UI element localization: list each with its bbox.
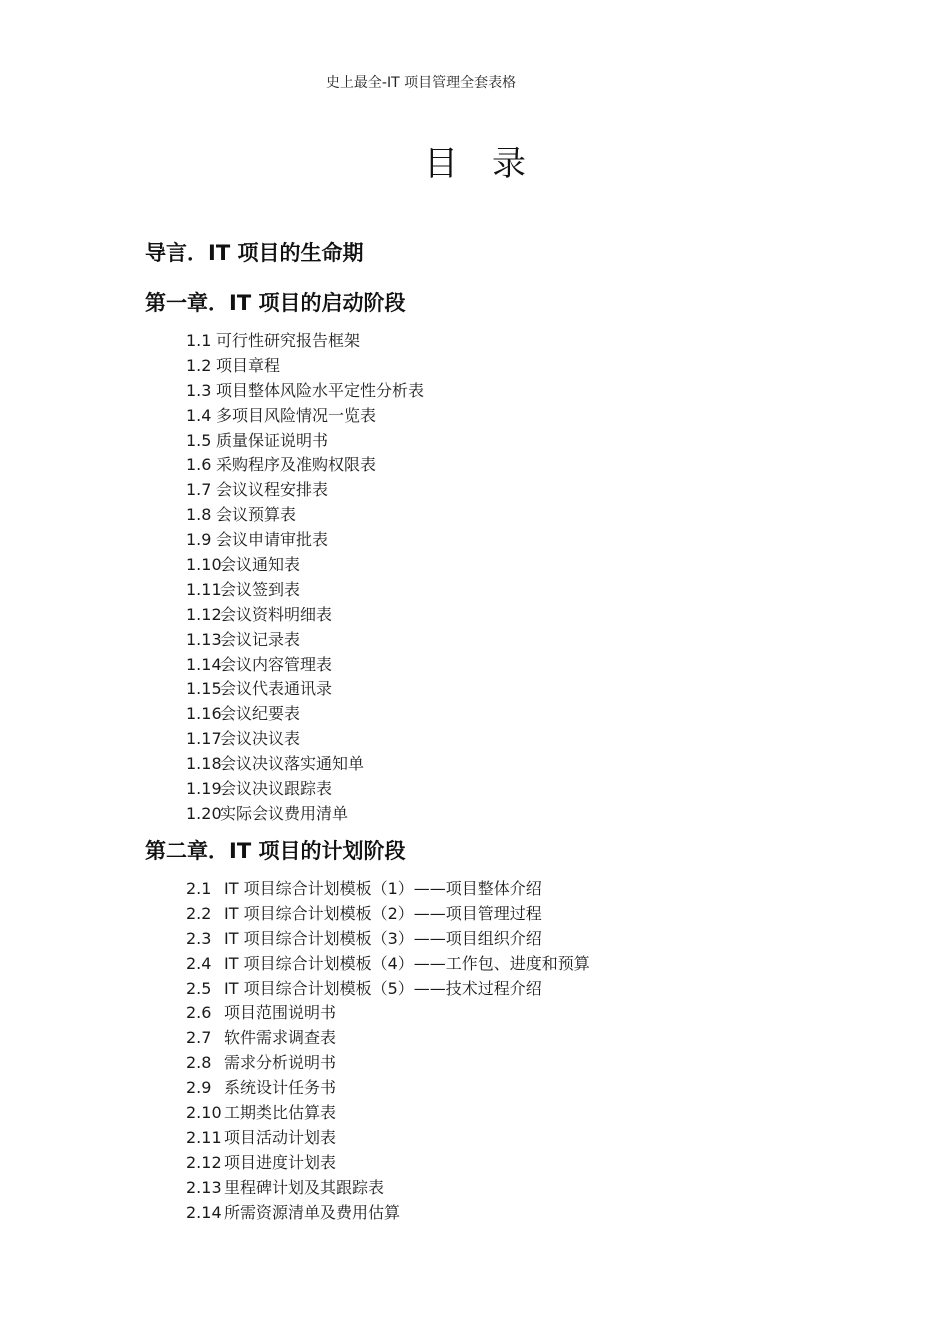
chapter2-heading: 第二章．IT 项目的计划阶段 xyxy=(145,839,406,863)
entry-title: 项目范围说明书 xyxy=(224,1003,337,1023)
toc-entry[interactable] xyxy=(186,677,424,702)
entry-number: 1.7 xyxy=(186,480,212,500)
toc-entry[interactable] xyxy=(186,1201,590,1226)
entry-number: 2.10 xyxy=(186,1103,222,1123)
entry-title: IT 项目综合计划模板（2）——项目管理过程 xyxy=(224,903,542,923)
entry-number: 1.9 xyxy=(186,530,212,550)
entry-number: 1.4 xyxy=(186,405,212,425)
entry-number: 1.10 xyxy=(186,555,222,575)
entry-number: 1.16 xyxy=(186,704,222,724)
entry-title: 会议决议表 xyxy=(220,729,301,749)
toc-entry[interactable] xyxy=(186,603,424,628)
chapter1-item-list xyxy=(186,329,424,827)
entry-number: 1.17 xyxy=(186,729,222,749)
entry-title: 工期类比估算表 xyxy=(224,1103,337,1123)
entry-title: 系统设计任务书 xyxy=(224,1078,337,1098)
entry-title: IT 项目综合计划模板（1）——项目整体介绍 xyxy=(224,879,542,898)
toc-entry[interactable] xyxy=(186,777,424,802)
toc-entry[interactable] xyxy=(186,977,590,1002)
toc-entry[interactable] xyxy=(186,503,424,528)
toc-entry[interactable] xyxy=(186,752,424,777)
toc-entry[interactable] xyxy=(186,702,424,727)
toc-entry[interactable] xyxy=(186,1026,590,1051)
toc-entry[interactable] xyxy=(186,429,424,454)
entry-title: 可行性研究报告框架 xyxy=(216,331,361,350)
entry-number: 2.6 xyxy=(186,1003,212,1023)
toc-entry[interactable] xyxy=(186,379,424,404)
entry-title: 会议代表通讯录 xyxy=(220,679,333,699)
entry-title: 会议资料明细表 xyxy=(220,604,333,624)
entry-title: 会议申请审批表 xyxy=(216,530,329,550)
toc-entry[interactable] xyxy=(186,952,590,977)
toc-entry[interactable] xyxy=(186,902,590,927)
toc-entry[interactable] xyxy=(186,1126,590,1151)
entry-number: 1.13 xyxy=(186,629,222,649)
entry-title: 会议决议落实通知单 xyxy=(220,754,365,774)
entry-title: 会议通知表 xyxy=(220,555,301,575)
toc-entry[interactable] xyxy=(186,802,424,827)
entry-title: 项目活动计划表 xyxy=(224,1127,337,1147)
entry-number: 2.9 xyxy=(186,1078,212,1098)
entry-title: 会议内容管理表 xyxy=(220,654,333,674)
entry-title: 采购程序及准购权限表 xyxy=(216,455,377,475)
entry-number: 2.7 xyxy=(186,1028,212,1048)
entry-title: 里程碑计划及其跟踪表 xyxy=(224,1177,385,1197)
toc-entry[interactable] xyxy=(186,1176,590,1201)
entry-number: 1.2 xyxy=(186,355,212,375)
entry-number: 2.4 xyxy=(186,953,212,973)
toc-entry[interactable] xyxy=(186,329,424,354)
entry-title: IT 项目综合计划模板（5）——技术过程介绍 xyxy=(224,978,542,998)
entry-number: 1.6 xyxy=(186,455,212,475)
entry-title: 质量保证说明书 xyxy=(216,430,329,450)
entry-title: 项目整体风险水平定性分析表 xyxy=(216,380,425,400)
toc-entry[interactable] xyxy=(186,727,424,752)
entry-number: 1.20 xyxy=(186,803,222,823)
toc-entry[interactable] xyxy=(186,927,590,952)
toc-entry[interactable] xyxy=(186,653,424,678)
entry-number: 1.3 xyxy=(186,380,212,400)
toc-entry[interactable] xyxy=(186,528,424,553)
toc-entry[interactable] xyxy=(186,478,424,503)
entry-number: 2.8 xyxy=(186,1053,212,1073)
toc-entry[interactable] xyxy=(186,1076,590,1101)
entry-number: 1.1 xyxy=(186,331,212,350)
entry-title: 会议纪要表 xyxy=(220,704,301,724)
entry-title: 项目章程 xyxy=(216,355,281,375)
entry-number: 2.11 xyxy=(186,1127,222,1147)
chapter2-item-list xyxy=(186,877,590,1225)
entry-title: IT 项目综合计划模板（4）——工作包、进度和预算 xyxy=(224,953,590,973)
toc-entry[interactable] xyxy=(186,553,424,578)
entry-number: 2.12 xyxy=(186,1152,222,1172)
entry-number: 1.19 xyxy=(186,779,222,799)
entry-number: 1.15 xyxy=(186,679,222,699)
entry-title: 会议议程安排表 xyxy=(216,480,329,500)
toc-entry[interactable] xyxy=(186,1051,590,1076)
toc-entry[interactable] xyxy=(186,404,424,429)
entry-title: 会议预算表 xyxy=(216,505,297,525)
entry-number: 2.3 xyxy=(186,928,212,948)
entry-title: 所需资源清单及费用估算 xyxy=(224,1202,401,1222)
entry-number: 2.14 xyxy=(186,1202,222,1222)
entry-number: 1.11 xyxy=(186,579,222,599)
entry-title: 实际会议费用清单 xyxy=(220,803,349,823)
entry-title: 多项目风险情况一览表 xyxy=(216,405,377,425)
entry-number: 1.8 xyxy=(186,505,212,525)
entry-title: 项目进度计划表 xyxy=(224,1152,337,1172)
entry-title: 会议决议跟踪表 xyxy=(220,779,333,799)
entry-number: 2.5 xyxy=(186,978,212,998)
page-header: 史上最全-IT 项目管理全套表格 xyxy=(325,75,517,91)
toc-entry[interactable] xyxy=(186,1101,590,1126)
entry-number: 2.2 xyxy=(186,903,212,923)
entry-title: 软件需求调查表 xyxy=(224,1028,337,1048)
toc-entry[interactable] xyxy=(186,628,424,653)
entry-number: 1.14 xyxy=(186,654,222,674)
entry-number: 1.5 xyxy=(186,430,212,450)
toc-entry[interactable] xyxy=(186,354,424,379)
entry-title: 会议签到表 xyxy=(220,579,301,599)
entry-title: 会议记录表 xyxy=(220,629,301,649)
entry-title: IT 项目综合计划模板（3）——项目组织介绍 xyxy=(224,928,542,948)
entry-title: 需求分析说明书 xyxy=(224,1053,337,1073)
toc-entry[interactable] xyxy=(186,578,424,603)
entry-number: 1.12 xyxy=(186,604,222,624)
entry-number: 2.1 xyxy=(186,879,212,898)
intro-heading: 导言．IT 项目的生命期 xyxy=(145,241,364,265)
toc-entry[interactable] xyxy=(186,1001,590,1026)
toc-title: 目录 xyxy=(424,144,560,184)
entry-number: 2.13 xyxy=(186,1177,222,1197)
toc-entry[interactable] xyxy=(186,1151,590,1176)
entry-number: 1.18 xyxy=(186,754,222,774)
toc-entry[interactable] xyxy=(186,877,590,902)
chapter1-heading: 第一章．IT 项目的启动阶段 xyxy=(145,291,406,315)
toc-entry[interactable] xyxy=(186,453,424,478)
